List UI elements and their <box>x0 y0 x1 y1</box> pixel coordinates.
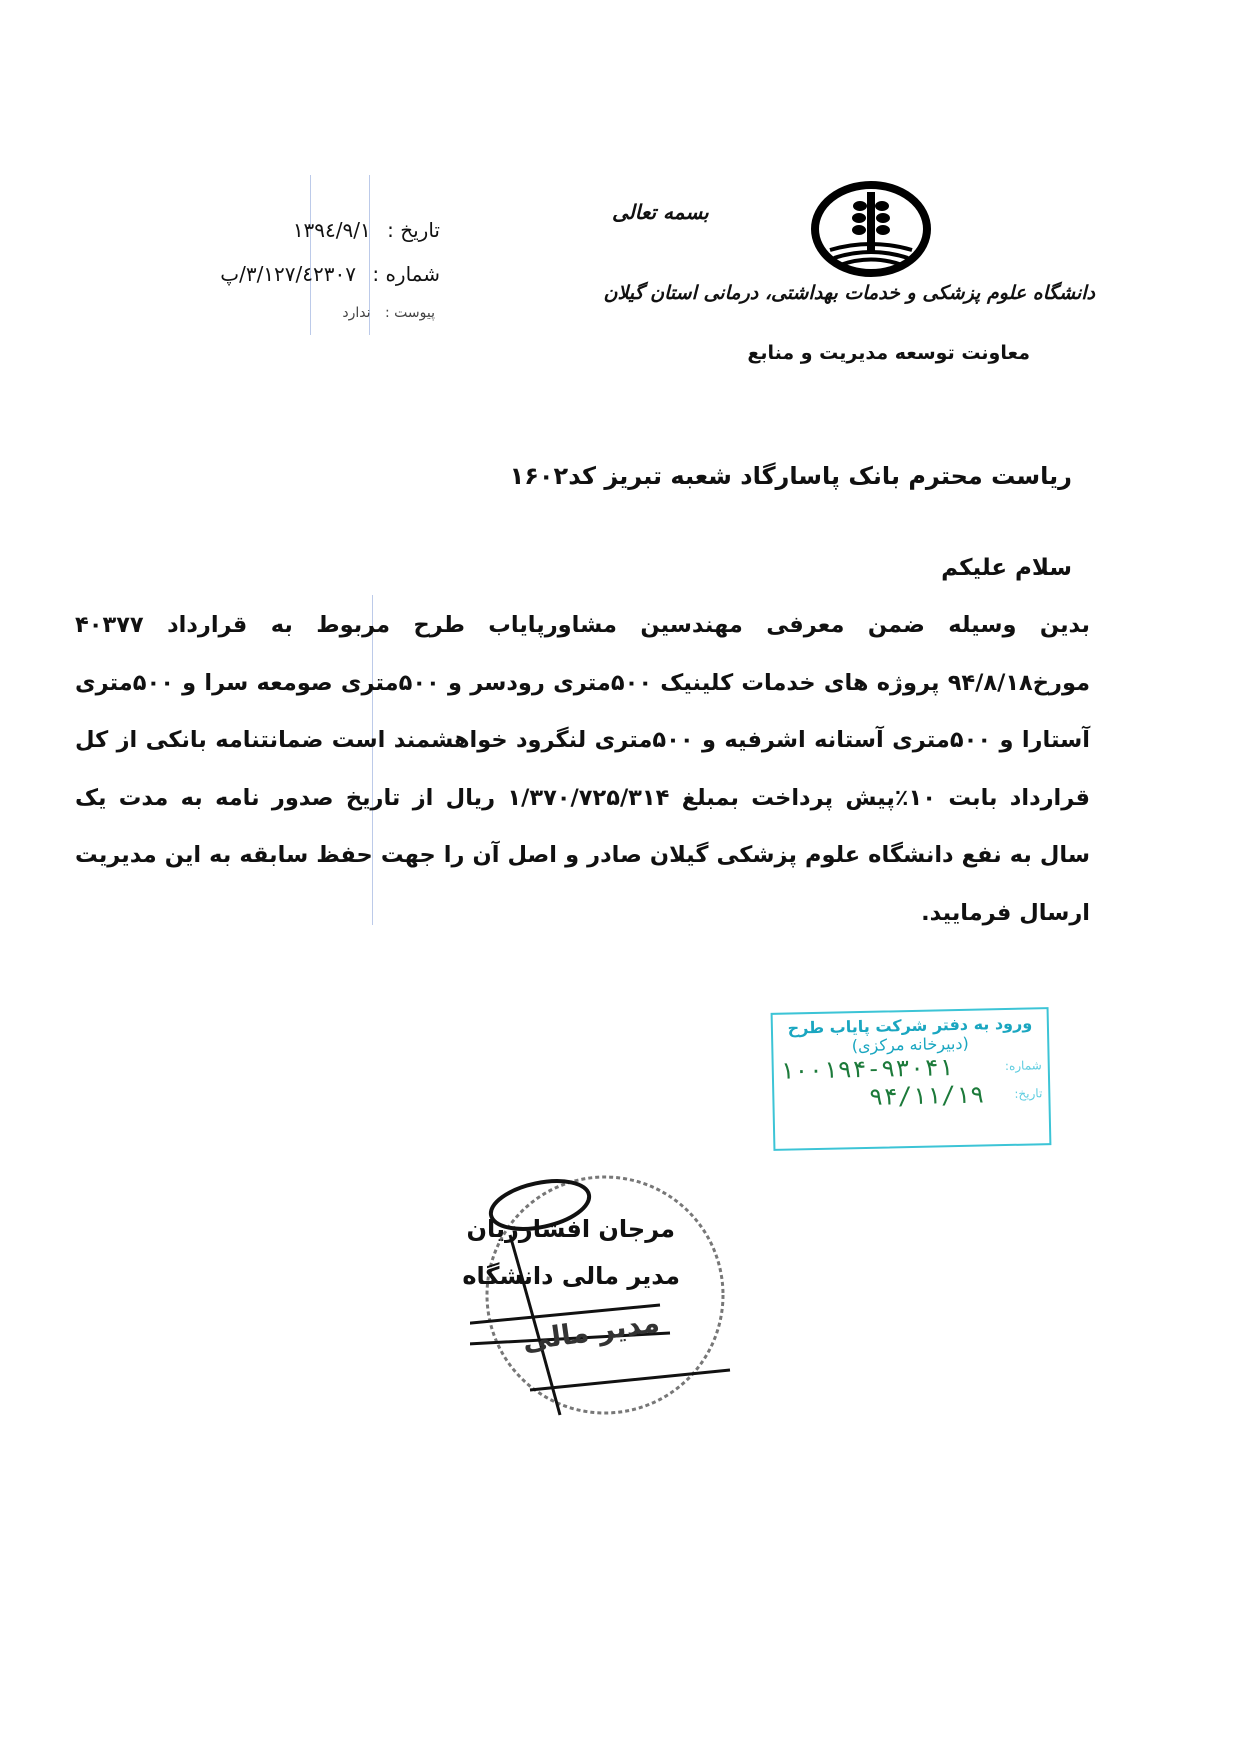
attachment-field <box>342 305 435 321</box>
number-field <box>220 262 440 286</box>
official-seal-icon <box>470 1165 740 1429</box>
body-line: بدین وسیله ضمن معرفی مهندسین مشاورپایاب طرح مربوط به قرارداد ۴۰۳۷۷ <box>75 612 1090 638</box>
signatory-title: مدیر مالی دانشگاه <box>462 1262 680 1290</box>
number-value: ۳/۱۲۷/٤۲۳۰۷/پ <box>220 262 356 286</box>
body-line: ارسال فرمایید. <box>921 900 1090 926</box>
signatory-name: مرجان افشارزیان <box>466 1215 675 1243</box>
body-line: آستارا و ۵۰۰متری آستانه اشرفیه و ۵۰۰متری لنگرود خواهشمند است ضمانتنامه بانکی از کل <box>75 727 1090 753</box>
stamp-number-value: ۱۰۰۱۹۴-۹۳۰۴۱ <box>779 1053 954 1085</box>
attachment-value: ندارد <box>342 305 371 321</box>
university-logo-icon <box>810 180 932 282</box>
university-name: دانشگاه علوم پزشکی و خدمات بهداشتی، درمانی استان گیلان <box>603 282 1095 304</box>
receipt-stamp <box>771 1007 1052 1151</box>
stamp-number-label: شماره: <box>1004 1058 1042 1074</box>
recipient-heading: ریاست محترم بانک پاسارگاد شعبه تبریز کد۱۶۰۲ <box>509 462 1072 490</box>
date-label: تاریخ : <box>387 218 440 242</box>
number-label: شماره : <box>372 262 440 286</box>
date-field <box>293 218 440 242</box>
department-name: معاونت توسعه مدیریت و منابع <box>747 342 1030 364</box>
body-line: قرارداد بابت ۱۰٪پیش پرداخت بمبلغ ۱/۳۷۰/۷۲۵/۳۱۴ ریال از تاریخ صدور نامه به مدت یک <box>75 785 1091 811</box>
attachment-label: پیوست : <box>385 305 435 321</box>
seal-text: مدیر مالی <box>520 1305 662 1358</box>
greeting: سلام علیکم <box>941 555 1072 581</box>
scan-artifact-line <box>372 595 373 925</box>
stamp-date-label: تاریخ: <box>1014 1086 1043 1101</box>
stamp-title: ورود به دفتر شرکت پایاب طرح <box>787 1013 1033 1038</box>
bismillah: بسمه تعالی <box>612 200 709 224</box>
date-value: ۱۳۹٤/۹/۱ <box>292 218 371 242</box>
body-line: سال به نفع دانشگاه علوم پزشکی گیلان صادر و اصل آن را جهت حفظ سابقه به این مدیریت <box>75 842 1090 868</box>
scan-artifact-line <box>310 175 311 335</box>
stamp-date-value: ۹۴/۱۱/۱۹ <box>868 1080 985 1111</box>
body-line: مورخ۹۴/۸/۱۸ پروژه های خدمات کلینیک ۵۰۰متری رودسر و ۵۰۰متری صومعه سرا و ۵۰۰متری <box>75 670 1091 696</box>
stamp-subtitle: (دبیرخانه مرکزی) <box>851 1033 969 1056</box>
